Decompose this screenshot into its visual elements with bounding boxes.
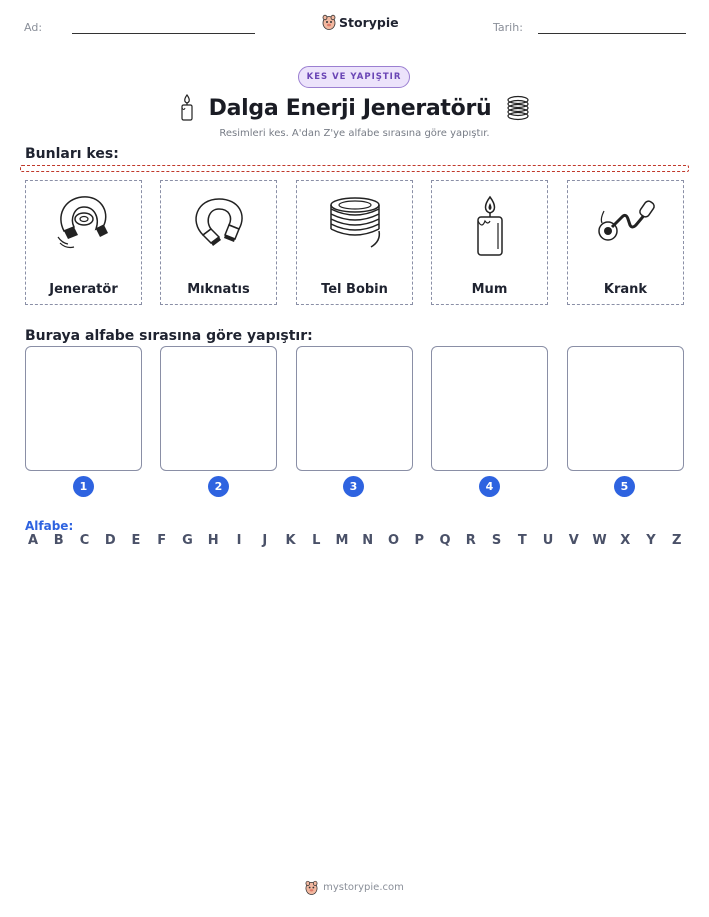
- alphabet-letter: X: [620, 533, 631, 548]
- activity-badge: KES VE YAPIŞTIR: [298, 66, 410, 88]
- alphabet-letter: P: [414, 533, 425, 548]
- slot-number-1: 1: [73, 476, 94, 497]
- alphabet-letter: O: [387, 533, 400, 548]
- alphabet-row: [25, 533, 685, 551]
- alphabet-letter: I: [236, 533, 242, 548]
- slot-number-4: 4: [479, 476, 500, 497]
- cut-card-1[interactable]: [25, 180, 142, 305]
- logo-text: Storypie: [339, 14, 399, 30]
- alphabet-letter: M: [335, 533, 349, 548]
- alphabet-letter: U: [542, 533, 554, 548]
- alphabet-letter: H: [207, 533, 219, 548]
- alphabet-letter: V: [568, 533, 579, 548]
- storypie-mascot-icon: [322, 14, 336, 30]
- alphabet-letter: T: [517, 533, 527, 548]
- slot-number-2: 2: [208, 476, 229, 497]
- card-label: Tel Bobin: [321, 282, 388, 297]
- crank-icon: [596, 191, 658, 253]
- alphabet-letter: L: [312, 533, 321, 548]
- name-line[interactable]: [72, 33, 255, 34]
- alphabet-label: Alfabe:: [25, 519, 74, 533]
- alphabet-letter: N: [362, 533, 374, 548]
- storypie-logo: [322, 14, 399, 30]
- paste-slot-1[interactable]: [25, 346, 142, 471]
- instructions: Resimleri kes. A'dan Z'ye alfabe sırasına göre yapıştır.: [219, 128, 490, 139]
- paste-slot-3[interactable]: [296, 346, 413, 471]
- date-line[interactable]: [538, 33, 686, 34]
- magnet-icon: [189, 191, 249, 253]
- alphabet-letter: C: [79, 533, 90, 548]
- slot-number-5: 5: [614, 476, 635, 497]
- card-label: Jeneratör: [49, 282, 118, 297]
- slot-number-3: 3: [343, 476, 364, 497]
- alphabet-letter: Y: [646, 533, 656, 548]
- cut-card-2[interactable]: [160, 180, 277, 305]
- footer-url[interactable]: mystorypie.com: [323, 882, 404, 893]
- card-label: Mum: [471, 282, 508, 297]
- alphabet-letter: D: [104, 533, 116, 548]
- alphabet-letter: Z: [672, 533, 682, 548]
- cut-card-4[interactable]: [431, 180, 548, 305]
- paste-slot-4[interactable]: [431, 346, 548, 471]
- alphabet-letter: W: [592, 533, 607, 548]
- alphabet-letter: R: [465, 533, 476, 548]
- title-row: [150, 90, 560, 126]
- page-title: Dalga Enerji Jeneratörü: [208, 95, 492, 121]
- alphabet-letter: A: [27, 533, 39, 548]
- date-label: Tarih:: [493, 21, 523, 34]
- alphabet-letter: G: [182, 533, 193, 548]
- alphabet-letter: E: [131, 533, 141, 548]
- cut-line: [20, 165, 689, 172]
- wire-coil-icon: [325, 191, 385, 253]
- candle-icon: [460, 191, 520, 261]
- alphabet-letter: F: [157, 533, 167, 548]
- alphabet-letter: K: [285, 533, 296, 548]
- card-label: Krank: [603, 282, 648, 297]
- candle-icon: [179, 93, 195, 123]
- alphabet-letter: B: [53, 533, 64, 548]
- footer: [0, 880, 709, 895]
- cut-card-5[interactable]: [567, 180, 684, 305]
- paste-heading: Buraya alfabe sırasına göre yapıştır:: [25, 328, 313, 344]
- paste-slot-2[interactable]: [160, 346, 277, 471]
- generator-icon: [54, 191, 114, 253]
- paste-slot-5[interactable]: [567, 346, 684, 471]
- alphabet-letter: Q: [439, 533, 451, 548]
- cut-heading: Bunları kes:: [25, 146, 119, 162]
- cut-card-3[interactable]: [296, 180, 413, 305]
- card-label: Mıknatıs: [187, 282, 250, 297]
- wire-coil-icon: [505, 95, 531, 121]
- name-label: Ad:: [24, 21, 43, 34]
- alphabet-letter: J: [262, 533, 268, 548]
- storypie-mascot-icon: [305, 880, 318, 895]
- alphabet-letter: S: [491, 533, 502, 548]
